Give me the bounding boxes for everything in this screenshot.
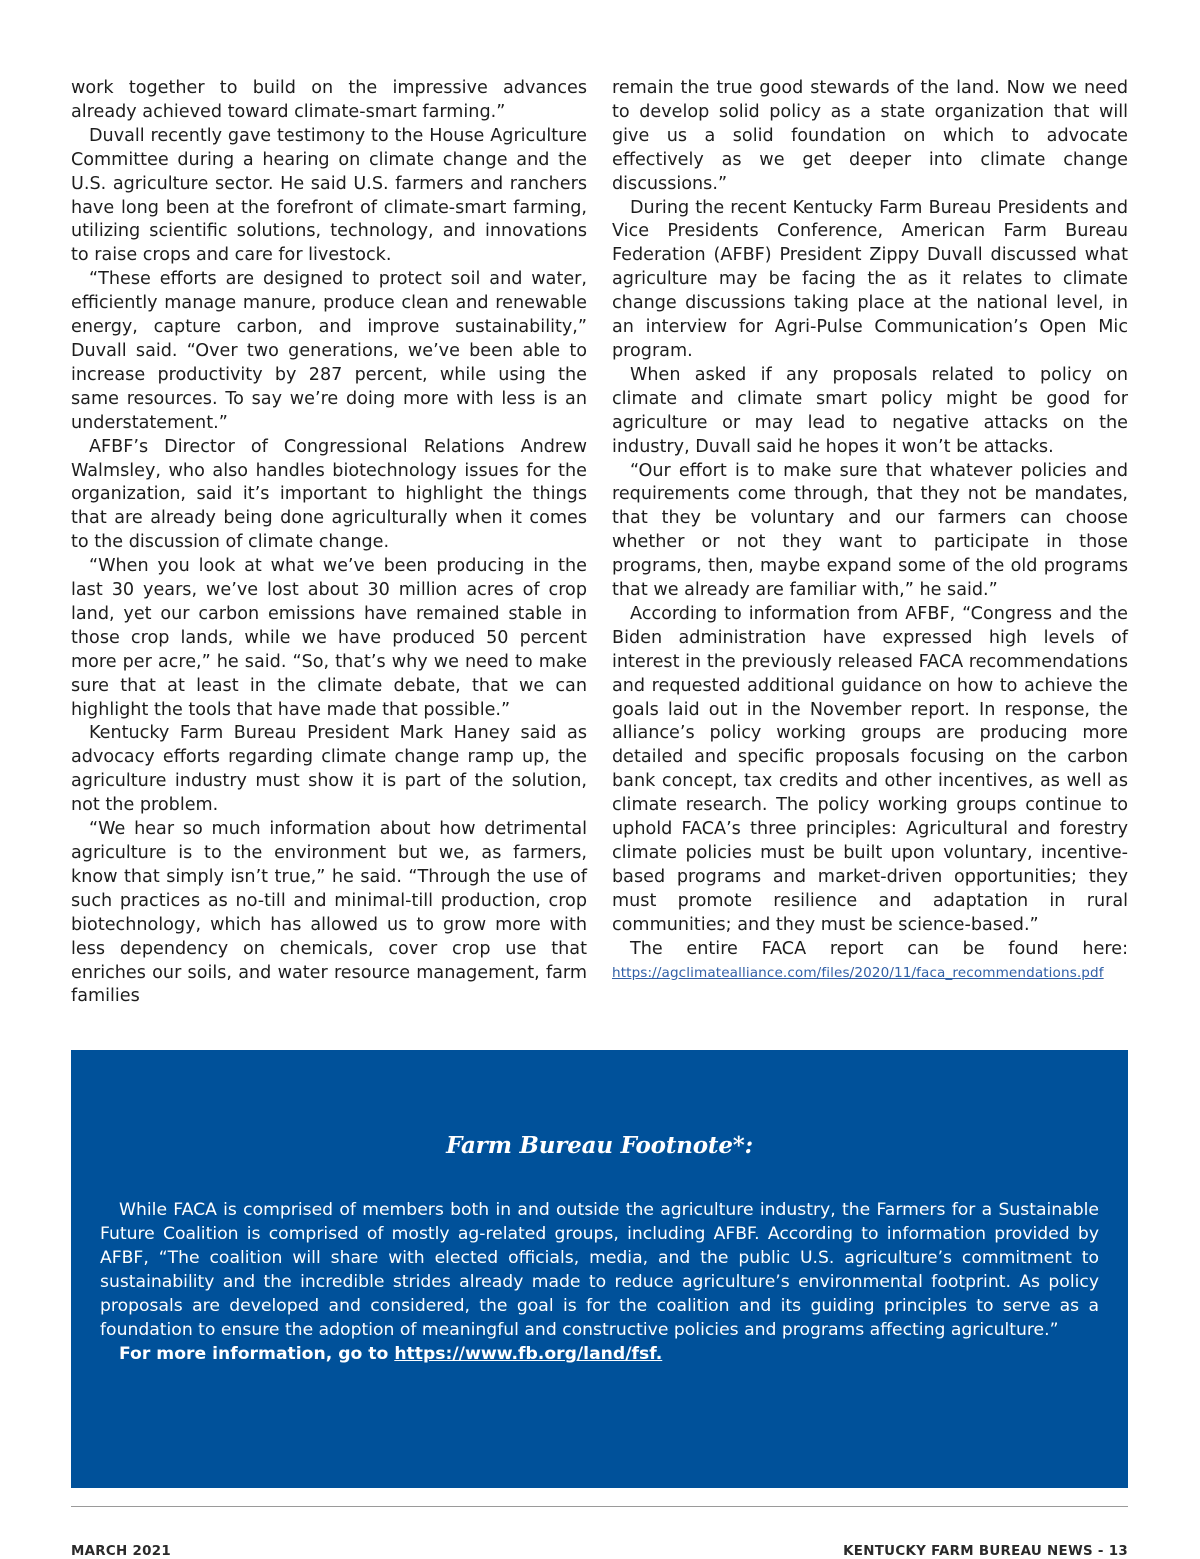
article-paragraph: AFBF’s Director of Congressional Relations Andrew Walmsley, who also handles biotechnology issues for the organization, said it’s important to highlight the things that are already being done agriculturally when it comes to the discussion of climate change. — [71, 436, 587, 553]
footnote-text: While FACA is comprised of members both in and outside the agriculture industry, the Farmers for a Sustainable Future Coalition is comprised of mostly ag-related groups, including AFBF. According to information provided by AFBF, “The coalition will share with elected officials, media, and the public U.S. agriculture’s commitment to sustainability and the incredible strides already made to reduce agriculture’s environmental footprint. As policy proposals are developed and considered, the goal is for the coalition and its guiding principles to serve as a foundation to ensure the adoption of meaningful and constructive policies and programs affecting agriculture.” — [100, 1200, 1099, 1340]
footnote-box — [71, 1050, 1128, 1488]
faca-report-link[interactable]: https://agclimatealliance.com/files/2020/11/faca_recommendations.pdf — [612, 964, 1104, 981]
article-paragraph: work together to build on the impressive advances already achieved toward climate-smart farming.” — [71, 78, 587, 122]
article-paragraph: “Our effort is to make sure that whatever policies and requirements come through, that they not be mandates, that they be voluntary and our farmers can choose whether or not they want to participate in those programs, then, maybe expand some of the old programs that we already are familiar with,” he said.” — [612, 460, 1128, 601]
footer-divider — [71, 1506, 1128, 1507]
article-paragraph: “These efforts are designed to protect soil and water, efficiently manage manure, produce clean and renewable energy, capture carbon, and improve sustainability,” Duvall said. “Over two generations, we’ve been able to increase productivity by 287 percent, while using the same resources. To say we’re doing more with less is an understatement.” — [71, 269, 587, 433]
article-paragraph: Duvall recently gave testimony to the House Agriculture Committee during a hearing on climate change and the U.S. agriculture sector. He said U.S. farmers and ranchers have long been at the forefront of climate-smart farming, utilizing scientific solutions, technology, and innovations to raise crops and care for livestock. — [71, 125, 587, 266]
article-right-column — [612, 77, 1128, 985]
article-paragraph: “We hear so much information about how detrimental agriculture is to the environment but we, as farmers, know that simply isn’t true,” he said. “Through the use of such practices as no-till and minimal-till production, crop biotechnology, which has allowed us to grow more with less dependency on chemicals, cover crop use that enriches our soils, and water resource management, farm families — [71, 819, 587, 1007]
footer-publication: KENTUCKY FARM BUREAU NEWS - 13 — [843, 1544, 1128, 1559]
article-paragraph: remain the true good stewards of the land. Now we need to develop solid policy as a state organization that will give us a solid foundation on which to advocate effectively as we get deeper into climate change discussions.” — [612, 78, 1128, 194]
fsf-link[interactable]: https://www.fb.org/land/fsf. — [394, 1344, 663, 1364]
article-left-column — [71, 77, 587, 1009]
footnote-title: Farm Bureau Footnote*: — [446, 1132, 753, 1159]
footer-date: MARCH 2021 — [71, 1544, 171, 1559]
article-paragraph: “When you look at what we’ve been producing in the last 30 years, we’ve lost about 30 million acres of crop land, yet our carbon emissions have remained stable in those crop lands, while we have produced 50 percent more per acre,” he said. “So, that’s why we need to make sure that at least in the climate debate, that we can highlight the tools that have made that possible.” — [71, 556, 587, 720]
article-paragraph: The entire FACA report can be found here: — [630, 938, 1128, 959]
article-paragraph: According to information from AFBF, “Congress and the Biden administration have expressed high levels of interest in the previously released FACA recommendations and requested additional guidance on how to achieve the goals laid out in the November report. In response, the alliance’s policy working groups are producing more detailed and specific proposals focusing on the carbon bank concept, tax credits and other incentives, as well as climate research. The policy working groups continue to uphold FACA’s three principles: Agricultural and forestry climate policies must be built upon voluntary, incentive-based programs and market-driven opportunities; they must promote resilience and adaptation in rural communities; and they must be science-based.” — [612, 603, 1128, 935]
more-info-label: For more information, go to — [119, 1344, 389, 1364]
footnote-more-info — [100, 1342, 1099, 1366]
article-paragraph: When asked if any proposals related to policy on climate and climate smart policy might be good for agriculture or may lead to negative attacks on the industry, Duvall said he hopes it won’t be attacks. — [612, 364, 1128, 457]
article-paragraph: Kentucky Farm Bureau President Mark Haney said as advocacy efforts regarding climate change ramp up, the agriculture industry must show it is part of the solution, not the problem. — [71, 723, 587, 816]
article-paragraph: During the recent Kentucky Farm Bureau Presidents and Vice Presidents Conference, American Farm Bureau Federation (AFBF) President Zippy Duvall discussed what agriculture may be facing the as it relates to climate change discussions taking place at the national level, in an interview for Agri-Pulse Communication’s Open Mic program. — [612, 197, 1128, 361]
footnote-body — [100, 1198, 1099, 1366]
